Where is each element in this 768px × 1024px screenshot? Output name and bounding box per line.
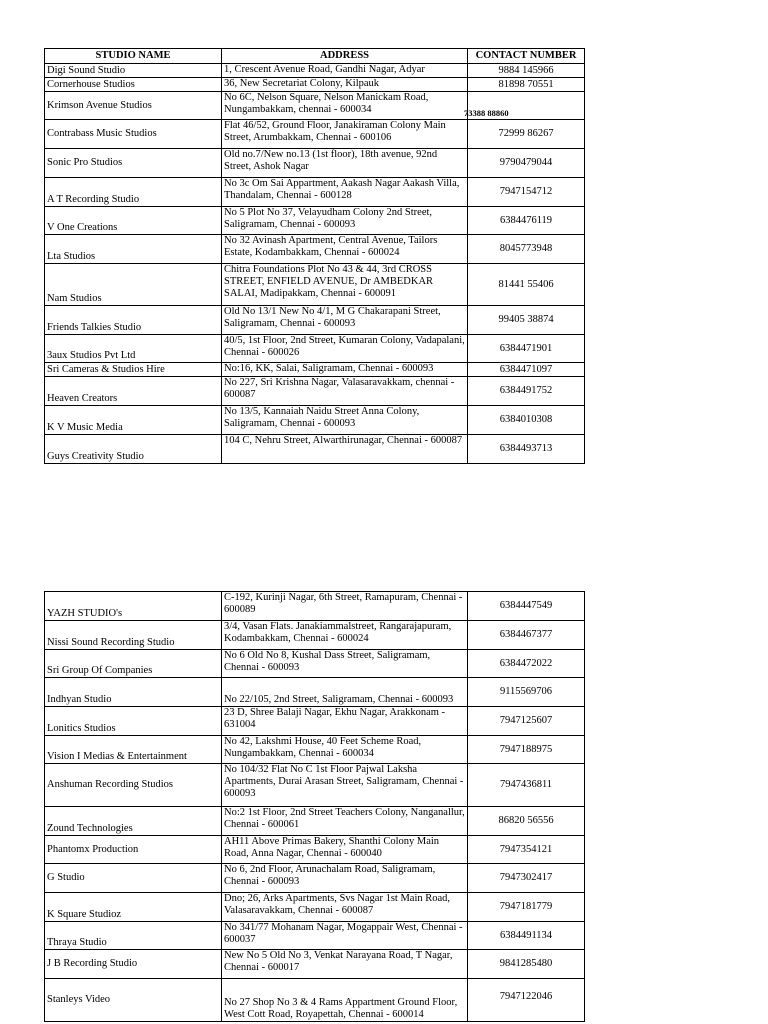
studio-phone: 6384493713	[468, 435, 585, 464]
studio-phone: 9115569706	[468, 678, 585, 707]
studio-address: 1, Crescent Avenue Road, Gandhi Nagar, Adyar	[222, 64, 468, 78]
table-row	[45, 149, 585, 178]
table-row	[45, 950, 585, 979]
studio-name: Cornerhouse Studios	[45, 78, 222, 92]
studio-phone: 9790479044	[468, 149, 585, 178]
table-header-row	[45, 49, 585, 64]
studio-phone: 73388 88860	[464, 108, 509, 118]
studio-address: 104 C, Nehru Street, Alwarthirunagar, Chennai - 600087	[222, 435, 468, 464]
table-row	[45, 92, 585, 120]
studio-address: New No 5 Old No 3, Venkat Narayana Road, T Nagar, Chennai - 600017	[222, 950, 468, 979]
studio-phone: 6384491134	[468, 922, 585, 950]
studio-address-text: No 6C, Nelson Square, Nelson Manickam Road, Nungambakkam, chennai - 600034	[224, 92, 429, 115]
table-row	[45, 836, 585, 864]
table-row	[45, 120, 585, 149]
studio-address: No 3c Om Sai Appartment, Aakash Nagar Aakash Villa, Thandalam, Chennai - 600128	[222, 178, 468, 207]
table-row	[45, 592, 585, 621]
studio-address: No 32 Avinash Apartment, Central Avenue, Tailors Estate, Kodambakkam, Chennai - 600024	[222, 235, 468, 264]
studio-name: Indhyan Studio	[45, 678, 222, 707]
table-row	[45, 707, 585, 736]
studio-phone: 7947436811	[468, 764, 585, 807]
studio-phone: 6384447549	[468, 592, 585, 621]
studio-phone: 7947188975	[468, 736, 585, 764]
studio-phone: 7947302417	[468, 864, 585, 893]
studio-address: Old no.7/New no.13 (1st floor), 18th avenue, 92nd Street, Ashok Nagar	[222, 149, 468, 178]
studio-address: No 341/77 Mohanam Nagar, Mogappair West, Chennai - 600037	[222, 922, 468, 950]
studio-name: Heaven Creators	[45, 377, 222, 406]
studio-address: No 104/32 Flat No C 1st Floor Pajwal Laksha Apartments, Durai Arasan Street, Saligramam, Chennai - 600093	[222, 764, 468, 807]
studio-phone: 6384010308	[468, 406, 585, 435]
studio-address: No 5 Plot No 37, Velayudham Colony 2nd Street, Saligramam, Chennai - 600093	[222, 207, 468, 235]
studio-address: 23 D, Shree Balaji Nagar, Ekhu Nagar, Arakkonam - 631004	[222, 707, 468, 736]
studio-address: 40/5, 1st Floor, 2nd Street, Kumaran Colony, Vadapalani, Chennai - 600026	[222, 335, 468, 363]
table-row	[45, 650, 585, 678]
table-row	[45, 864, 585, 893]
studio-address: No 42, Lakshmi House, 40 Feet Scheme Road, Nungambakkam, Chennai - 600034	[222, 736, 468, 764]
studio-name: Lonitics Studios	[45, 707, 222, 736]
table-row	[45, 335, 585, 363]
studio-phone: 81441 55406	[468, 264, 585, 306]
studio-name: Thraya Studio	[45, 922, 222, 950]
studio-name: Sri Cameras & Studios Hire	[45, 363, 222, 377]
table-row	[45, 207, 585, 235]
studio-phone: 8045773948	[468, 235, 585, 264]
studio-name: Anshuman Recording Studios	[45, 764, 222, 807]
studio-name: Digi Sound Studio	[45, 64, 222, 78]
studio-name: Guys Creativity Studio	[45, 435, 222, 464]
studio-address: Old No 13/1 New No 4/1, M G Chakarapani Street, Saligramam, Chennai - 600093	[222, 306, 468, 335]
studio-table-2	[44, 591, 585, 1022]
studio-phone: 7947122046	[468, 979, 585, 1022]
table-row	[45, 764, 585, 807]
table-row	[45, 264, 585, 306]
table-row	[45, 235, 585, 264]
table-row	[45, 893, 585, 922]
header-studio-name: STUDIO NAME	[45, 49, 222, 64]
studio-name: Contrabass Music Studios	[45, 120, 222, 149]
studio-address: No 6 Old No 8, Kushal Dass Street, Saligramam, Chennai - 600093	[222, 650, 468, 678]
table-row	[45, 678, 585, 707]
table-row	[45, 435, 585, 464]
table-row	[45, 306, 585, 335]
studio-address: 36, New Secretariat Colony, Kilpauk	[222, 78, 468, 92]
table-row	[45, 363, 585, 377]
studio-address: No 227, Sri Krishna Nagar, Valasaravakkam, chennai - 600087	[222, 377, 468, 406]
studio-phone: 7947154712	[468, 178, 585, 207]
studio-phone: 7947125607	[468, 707, 585, 736]
studio-name: Vision I Medias & Entertainment	[45, 736, 222, 764]
table-row	[45, 979, 585, 1022]
studio-phone: 9841285480	[468, 950, 585, 979]
table-row	[45, 807, 585, 836]
studio-phone: 7947181779	[468, 893, 585, 922]
table-row	[45, 621, 585, 650]
studio-phone: 86820 56556	[468, 807, 585, 836]
studio-address	[222, 92, 468, 120]
studio-phone: 6384472022	[468, 650, 585, 678]
studio-name: J B Recording Studio	[45, 950, 222, 979]
studio-address: AH11 Above Primas Bakery, Shanthi Colony Main Road, Anna Nagar, Chennai - 600040	[222, 836, 468, 864]
studio-name: Krimson Avenue Studios	[45, 92, 222, 120]
table-row	[45, 922, 585, 950]
table-row	[45, 78, 585, 92]
studio-phone-cell	[464, 92, 585, 120]
studio-name: Zound Technologies	[45, 807, 222, 836]
studio-address: No:16, KK, Salai, Saligramam, Chennai - 600093	[222, 363, 468, 377]
studio-name: Sri Group Of Companies	[45, 650, 222, 678]
studio-phone: 6384491752	[468, 377, 585, 406]
studio-name: V One Creations	[45, 207, 222, 235]
studio-name: Lta Studios	[45, 235, 222, 264]
studio-address: Chitra Foundations Plot No 43 & 44, 3rd CROSS STREET, ENFIELD AVENUE, Dr AMBEDKAR SALAI, Madipakkam, Chennai - 600091	[222, 264, 468, 306]
studio-address: C-192, Kurinji Nagar, 6th Street, Ramapuram, Chennai - 600089	[222, 592, 468, 621]
studio-phone: 72999 86267	[468, 120, 585, 149]
studio-phone: 6384467377	[468, 621, 585, 650]
studio-name: YAZH STUDIO's	[45, 592, 222, 621]
studio-name: Phantomx Production	[45, 836, 222, 864]
studio-address: No 13/5, Kannaiah Naidu Street Anna Colony, Saligramam, Chennai - 600093	[222, 406, 468, 435]
studio-phone: 9884 145966	[468, 64, 585, 78]
header-address: ADDRESS	[222, 49, 468, 64]
table-row	[45, 377, 585, 406]
studio-name: K V Music Media	[45, 406, 222, 435]
table-row	[45, 406, 585, 435]
studio-phone: 6384471901	[468, 335, 585, 363]
studio-address: Flat 46/52, Ground Floor, Janakiraman Colony Main Street, Arumbakkam, Chennai - 600106	[222, 120, 468, 149]
studio-name: K Square Studioz	[45, 893, 222, 922]
studio-phone: 6384471097	[468, 363, 585, 377]
studio-address: 3/4, Vasan Flats. Janakiammalstreet, Rangarajapuram, Kodambakkam, Chennai - 600024	[222, 621, 468, 650]
studio-name: Nam Studios	[45, 264, 222, 306]
studio-name: G Studio	[45, 864, 222, 893]
table-row	[45, 64, 585, 78]
studio-address: No 6, 2nd Floor, Arunachalam Road, Saligramam, Chennai - 600093	[222, 864, 468, 893]
table-row	[45, 178, 585, 207]
studio-phone: 7947354121	[468, 836, 585, 864]
studio-phone: 81898 70551	[468, 78, 585, 92]
studio-phone: 99405 38874	[468, 306, 585, 335]
table-row	[45, 736, 585, 764]
studio-address: No:2 1st Floor, 2nd Street Teachers Colony, Nanganallur, Chennai - 600061	[222, 807, 468, 836]
studio-address: Dno; 26, Arks Apartments, Svs Nagar 1st Main Road, Valasaravakkam, Chennai - 600087	[222, 893, 468, 922]
studio-name: 3aux Studios Pvt Ltd	[45, 335, 222, 363]
studio-name: Stanleys Video	[45, 979, 222, 1022]
header-contact-number: CONTACT NUMBER	[468, 49, 585, 64]
studio-name: Friends Talkies Studio	[45, 306, 222, 335]
studio-phone: 6384476119	[468, 207, 585, 235]
studio-name: Nissi Sound Recording Studio	[45, 621, 222, 650]
studio-name: Sonic Pro Studios	[45, 149, 222, 178]
studio-name: A T Recording Studio	[45, 178, 222, 207]
studio-address: No 22/105, 2nd Street, Saligramam, Chennai - 600093	[222, 678, 468, 707]
studio-address: No 27 Shop No 3 & 4 Rams Appartment Ground Floor, West Cott Road, Royapettah, Chennai - 600014	[222, 979, 468, 1022]
studio-table-1	[44, 48, 585, 464]
